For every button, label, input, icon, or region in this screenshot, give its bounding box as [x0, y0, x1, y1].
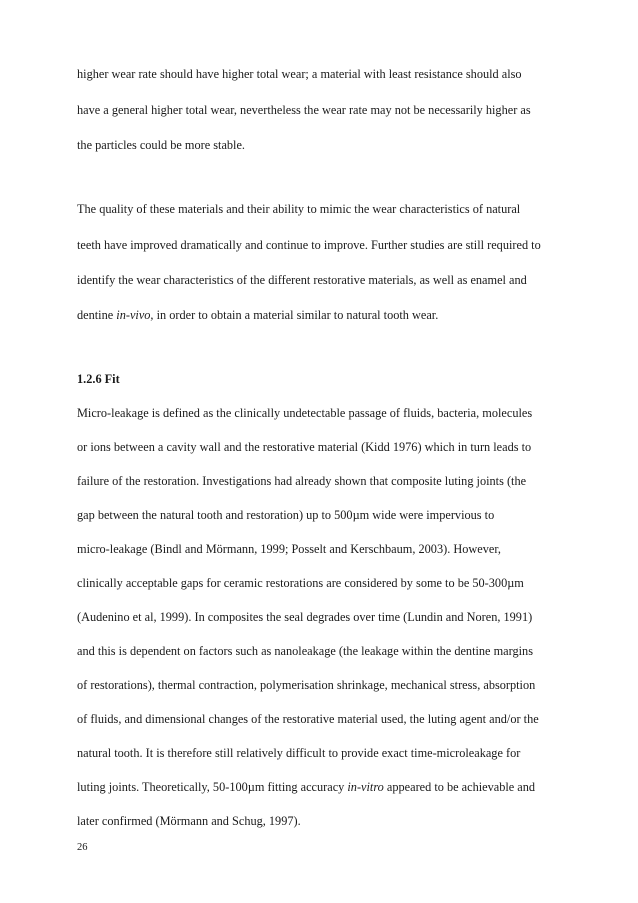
paragraph-1-line-3: the particles could be more stable.	[77, 138, 245, 152]
paragraph-2-line-4-text-start: dentine	[77, 308, 117, 322]
paragraph-3-line-1: Micro-leakage is defined as the clinically undetectable passage of fluids, bacteria, molecules	[77, 406, 533, 420]
section-heading: 1.2.6 Fit	[77, 372, 120, 386]
paragraph-3-line-12-text-start: luting joints. Theoretically, 50-100µm fitting accuracy	[77, 780, 348, 794]
italic-in-vitro: in-vitro	[347, 780, 384, 794]
paragraph-3-line-2: or ions between a cavity wall and the restorative material (Kidd 1976) which in turn leads to	[77, 440, 532, 454]
paragraph-3-line-5: micro-leakage (Bindl and Mörmann, 1999; Posselt and Kerschbaum, 2003). However,	[77, 542, 501, 556]
paragraph-3-line-8: and this is dependent on factors such as nanoleakage (the leakage within the dentine margins	[77, 644, 533, 658]
paragraph-2-line-1: The quality of these materials and their ability to mimic the wear characteristics of natural	[77, 202, 521, 216]
paragraph-2-line-4	[77, 308, 438, 322]
paragraph-3-line-13: later confirmed (Mörmann and Schug, 1997).	[77, 814, 301, 828]
paragraph-3-line-7: (Audenino et al, 1999). In composites the seal degrades over time (Lundin and Noren, 1991)	[77, 610, 533, 624]
paragraph-3-line-4: gap between the natural tooth and restoration) up to 500µm wide were impervious to	[77, 508, 495, 522]
paragraph-1-line-2: have a general higher total wear, nevertheless the wear rate may not be necessarily higher as	[77, 103, 531, 117]
paragraph-2-line-4-text-end: in order to obtain a material similar to natural tooth wear.	[153, 308, 439, 322]
paragraph-2-line-3: identify the wear characteristics of the different restorative materials, as well as enamel and	[77, 273, 527, 287]
paragraph-3-line-3: failure of the restoration. Investigations had already shown that composite luting joints (the	[77, 474, 527, 488]
paragraph-2-line-2: teeth have improved dramatically and continue to improve. Further studies are still required to	[77, 238, 541, 252]
paragraph-3-line-6: clinically acceptable gaps for ceramic restorations are considered by some to be 50-300µm	[77, 576, 524, 590]
paragraph-3-line-11: natural tooth. It is therefore still relatively difficult to provide exact time-microleakage for	[77, 746, 521, 760]
paragraph-3-line-10: of fluids, and dimensional changes of the restorative material used, the luting agent and/or the	[77, 712, 539, 726]
italic-in-vivo: in-vivo,	[116, 308, 154, 322]
paragraph-3-line-9: of restorations), thermal contraction, polymerisation shrinkage, mechanical stress, absorption	[77, 678, 536, 692]
paragraph-3-line-12-text-end: appeared to be achievable and	[383, 780, 536, 794]
paragraph-1-line-1: higher wear rate should have higher total wear; a material with least resistance should also	[77, 67, 522, 81]
page-number: 26	[77, 842, 88, 853]
paragraph-3-line-12	[77, 780, 535, 794]
